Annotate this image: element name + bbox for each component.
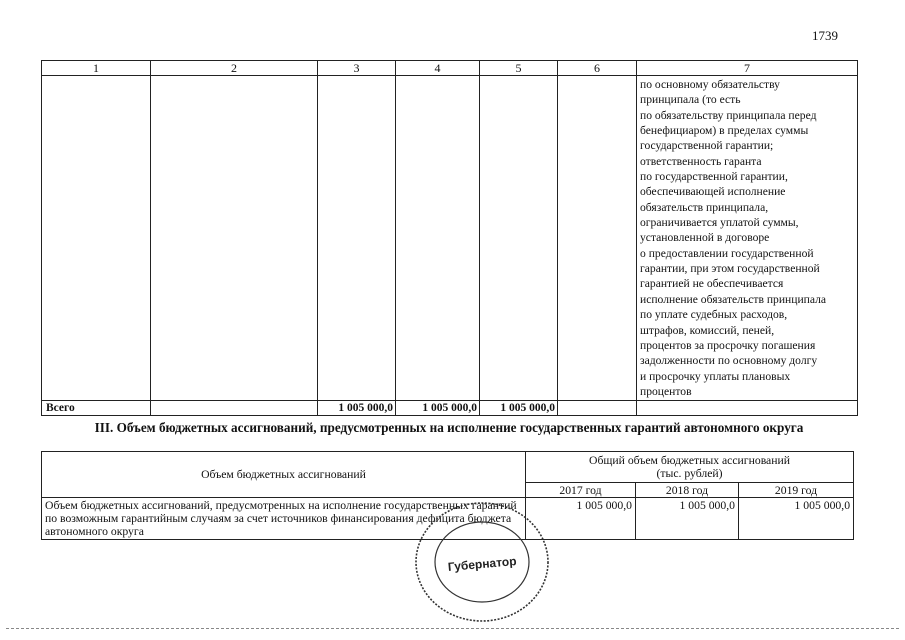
empty-cell bbox=[558, 401, 637, 416]
text-line: гарантии, при этом государственной bbox=[640, 262, 820, 276]
text-line: по основному обязательству bbox=[640, 78, 780, 91]
table-header-row bbox=[42, 452, 854, 483]
total-label: Всего bbox=[42, 401, 151, 416]
header-allocations: Объем бюджетных ассигнований bbox=[42, 452, 526, 498]
year-header: 2018 год bbox=[636, 483, 739, 498]
text-line: государственной гарантии; bbox=[640, 139, 774, 153]
section-title: III. Объем бюджетных ассигнований, предусмотренных на исполнение государственных гарантий автономного округа bbox=[94, 420, 804, 435]
column-number-row bbox=[42, 61, 858, 76]
text-line: процентов за просрочку погашения bbox=[640, 338, 816, 352]
guarantee-conditions-cell bbox=[637, 76, 858, 401]
text-line: и просрочку уплаты плановых bbox=[640, 369, 791, 383]
text-line: по уплате судебных расходов, bbox=[640, 308, 788, 322]
text-line: ограничивается уплатой суммы, bbox=[640, 216, 799, 230]
header-total-allocations bbox=[526, 452, 854, 483]
text-line: установленной в договоре bbox=[640, 231, 770, 245]
allocation-value: 1 005 000,0 bbox=[739, 498, 854, 540]
empty-cell bbox=[637, 401, 858, 416]
text-line: исполнение обязательств принципала bbox=[640, 292, 827, 306]
empty-cell bbox=[318, 76, 396, 401]
empty-cell bbox=[480, 76, 558, 401]
total-value: 1 005 000,0 bbox=[318, 401, 396, 416]
empty-cell bbox=[558, 76, 637, 401]
total-value: 1 005 000,0 bbox=[480, 401, 558, 416]
text-line: бенефициаром) в пределах суммы bbox=[640, 124, 809, 138]
text-line: процентов bbox=[640, 384, 692, 398]
text-line: принципала (то есть bbox=[640, 93, 741, 107]
governor-stamp bbox=[411, 498, 553, 626]
year-header: 2017 год bbox=[526, 483, 636, 498]
column-number: 2 bbox=[151, 61, 318, 76]
column-number: 7 bbox=[637, 61, 858, 76]
allocation-description: Объем бюджетных ассигнований, предусмотренных на исполнение государственных гарантий по возможным гарантийным случаям за счет источников финансирования дефицита бюджета автономного округа bbox=[42, 498, 526, 540]
text-line: по государственной гарантии, bbox=[640, 170, 788, 184]
page-number: 1739 bbox=[812, 28, 838, 43]
total-value: 1 005 000,0 bbox=[396, 401, 480, 416]
text-line: обеспечивающей исполнение bbox=[640, 185, 786, 199]
text-line: задолженности по основному долгу bbox=[640, 354, 818, 368]
column-number: 6 bbox=[558, 61, 637, 76]
allocation-value: 1 005 000,0 bbox=[636, 498, 739, 540]
column-number: 4 bbox=[396, 61, 480, 76]
column-number: 5 bbox=[480, 61, 558, 76]
text-line: гарантией не обеспечивается bbox=[640, 277, 784, 291]
guarantees-table bbox=[41, 60, 858, 416]
column-number: 3 bbox=[318, 61, 396, 76]
empty-cell bbox=[396, 76, 480, 401]
text-line: о предоставлении государственной bbox=[640, 246, 814, 260]
empty-cell bbox=[42, 76, 151, 401]
text-line: штрафов, комиссий, пеней, bbox=[640, 323, 775, 337]
empty-cell bbox=[151, 401, 318, 416]
text-line: по обязательству принципала перед bbox=[640, 108, 817, 122]
year-header: 2019 год bbox=[739, 483, 854, 498]
total-row bbox=[42, 401, 858, 416]
text-line: ответственность гаранта bbox=[640, 154, 762, 168]
header-unit-line: (тыс. рублей) bbox=[656, 467, 723, 480]
text-line: обязательств принципала, bbox=[640, 200, 769, 214]
empty-cell bbox=[151, 76, 318, 401]
column-number: 1 bbox=[42, 61, 151, 76]
table-row bbox=[42, 76, 858, 401]
stamp-label: Губернатор bbox=[447, 554, 518, 574]
page-bottom-edge bbox=[6, 628, 899, 629]
allocation-value: 1 005 000,0 bbox=[526, 498, 636, 540]
header-total-line: Общий объем бюджетных ассигнований bbox=[589, 454, 791, 467]
